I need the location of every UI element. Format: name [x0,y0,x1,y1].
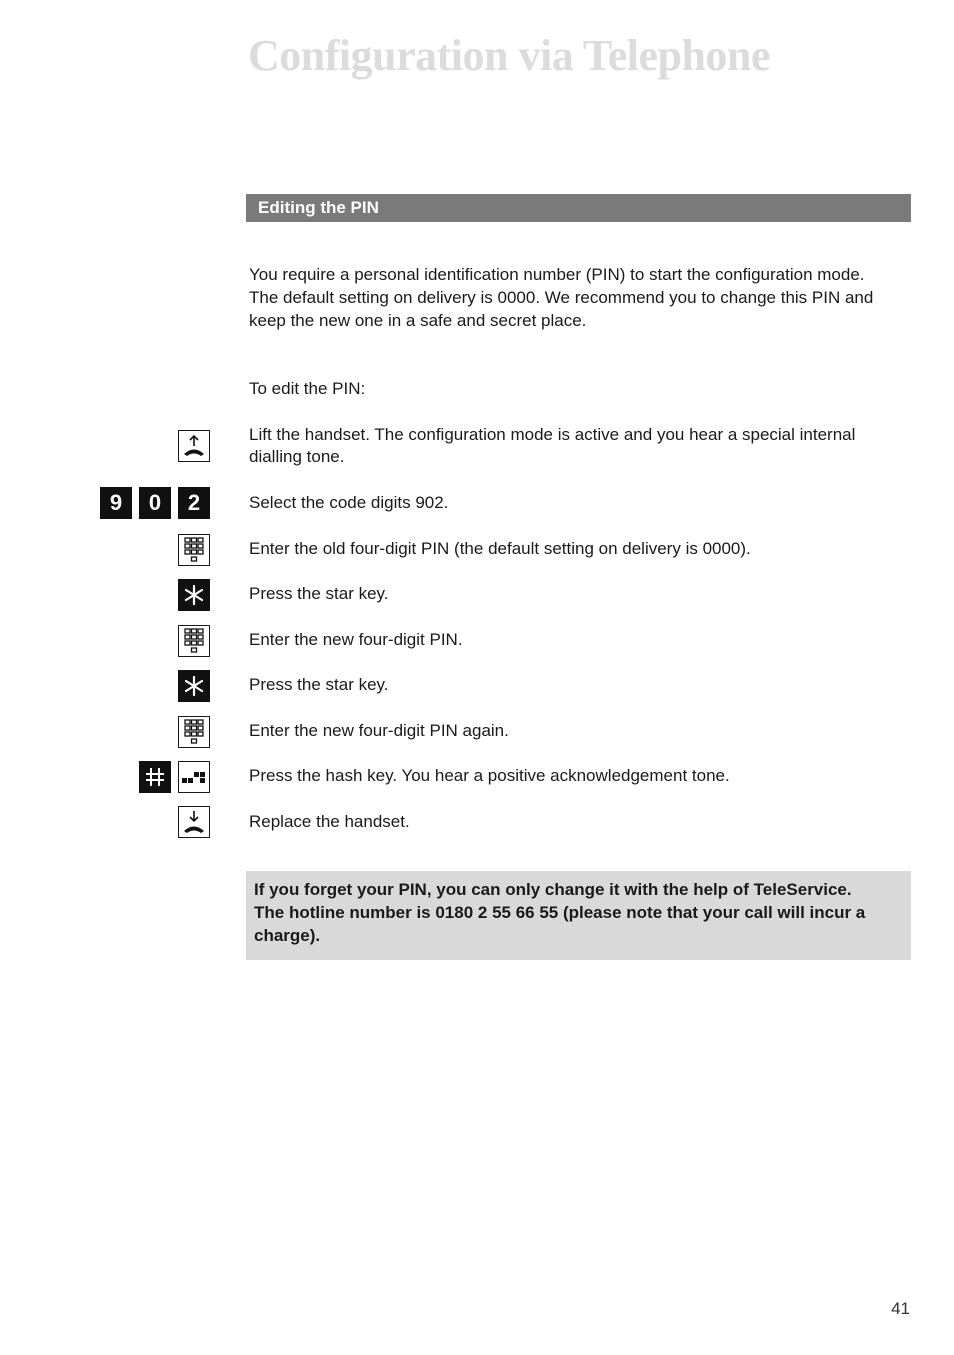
keypad-icon [178,534,210,566]
digit-key-2: 2 [178,487,210,519]
note-line: If you forget your PIN, you can only change it with the help of TeleService. [254,880,852,899]
note-line: charge). [254,926,321,945]
step-text: Enter the old four-digit PIN (the default setting on delivery is 0000). [249,539,751,558]
procedure-lead: To edit the PIN: [249,379,366,398]
digit-key-0: 0 [139,487,171,519]
star-key-icon [178,670,210,702]
step-text: Press the star key. [249,675,389,694]
star-key-icon [178,579,210,611]
intro-line: The default setting on delivery is 0000. We recommend you to change this PIN and [249,288,874,307]
replace-handset-icon [178,806,210,838]
step-text: Press the hash key. You hear a positive acknowledgement tone. [249,766,730,785]
intro-line: keep the new one in a safe and secret place. [249,311,587,330]
step-text: Replace the handset. [249,812,410,831]
lift-handset-icon [178,430,210,462]
intro-line: You require a personal identification number (PIN) to start the configuration mode. [249,265,865,284]
page-number: 41 [891,1299,910,1318]
keypad-icon [178,625,210,657]
step-text: Enter the new four-digit PIN again. [249,721,509,740]
note-box [246,871,911,960]
keypad-icon [178,716,210,748]
step-text: Lift the handset. The configuration mode is active and you hear a special internal dialling tone. [249,425,856,466]
hash-key-icon [139,761,171,793]
section-heading: Editing the PIN [246,194,911,222]
page-title: Configuration via Telephone [248,31,770,80]
step-text: Select the code digits 902. [249,493,449,512]
step-text: Press the star key. [249,584,389,603]
acknowledgement-tone-icon [178,761,210,793]
note-line: The hotline number is 0180 2 55 66 55 (please note that your call will incur a [254,903,866,922]
step-text: Enter the new four-digit PIN. [249,630,463,649]
digit-key-9: 9 [100,487,132,519]
intro-paragraph [249,263,909,332]
